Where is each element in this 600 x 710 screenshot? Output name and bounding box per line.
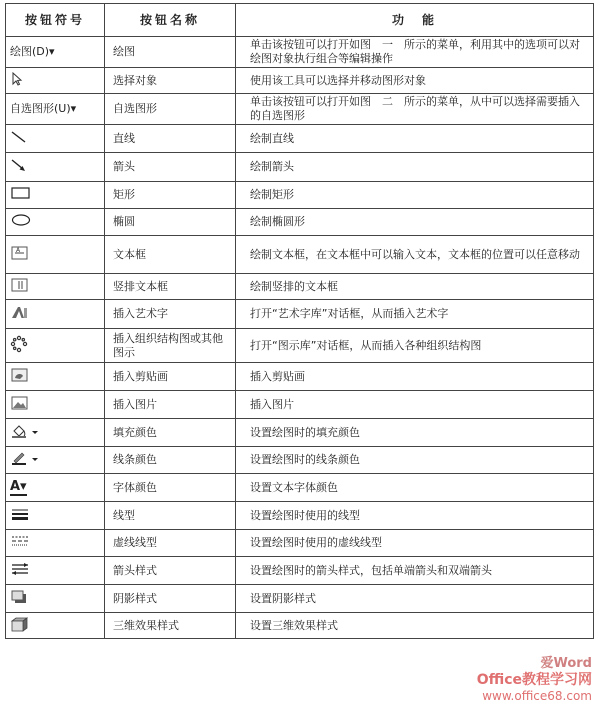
function-cell: 打开“艺术字库”对话框，从而插入艺术字 <box>236 300 594 329</box>
symbol-text: 绘图(D)▾ <box>10 45 55 58</box>
button-name-cell: 线条颜色 <box>105 447 236 474</box>
function-cell: 设置文本字体颜色 <box>236 474 594 502</box>
symbol-cell <box>6 182 105 209</box>
symbol-cell <box>6 300 105 329</box>
textbox-icon[interactable] <box>10 245 30 261</box>
button-name-cell: 绘图 <box>105 37 236 68</box>
table-row <box>6 68 594 94</box>
autoshapes-menu-icon[interactable] <box>10 102 76 116</box>
symbol-cell <box>6 474 105 502</box>
rectangle-icon[interactable] <box>10 186 32 200</box>
button-name-cell: 矩形 <box>105 182 236 209</box>
symbol-cell <box>6 125 105 153</box>
svg-text:A: A <box>16 246 21 254</box>
function-cell: 插入图片 <box>236 391 594 419</box>
table-row <box>6 182 594 209</box>
table-row <box>6 447 594 474</box>
function-cell: 设置三维效果样式 <box>236 613 594 639</box>
dash-style-icon[interactable] <box>10 534 30 548</box>
button-name-cell: 插入组织结构图或其他图示 <box>105 329 236 363</box>
symbol-cell <box>6 613 105 639</box>
line-style-icon[interactable] <box>10 507 30 521</box>
symbol-text: A▾ <box>10 478 27 494</box>
table-row <box>6 530 594 557</box>
button-name-cell: 插入艺术字 <box>105 300 236 329</box>
table-row <box>6 125 594 153</box>
symbol-cell <box>6 209 105 236</box>
watermark <box>477 656 592 704</box>
header-symbol: 按钮符号 <box>6 4 105 37</box>
symbol-cell <box>6 363 105 391</box>
function-cell: 设置绘图时使用的虚线线型 <box>236 530 594 557</box>
symbol-cell <box>6 274 105 300</box>
symbol-cell <box>6 585 105 613</box>
button-name-cell: 字体颜色 <box>105 474 236 502</box>
arrow-style-icon[interactable] <box>10 561 30 577</box>
table-row <box>6 363 594 391</box>
symbol-cell <box>6 94 105 125</box>
symbol-cell <box>6 391 105 419</box>
function-cell: 绘制矩形 <box>236 182 594 209</box>
table-row <box>6 585 594 613</box>
button-name-cell: 虚线线型 <box>105 530 236 557</box>
function-cell: 使用该工具可以选择并移动图形对象 <box>236 68 594 94</box>
table-row <box>6 236 594 274</box>
header-name: 按钮名称 <box>105 4 236 37</box>
picture-icon[interactable] <box>10 395 30 411</box>
table-row <box>6 391 594 419</box>
symbol-cell <box>6 153 105 182</box>
function-cell: 绘制箭头 <box>236 153 594 182</box>
function-cell: 绘制竖排的文本框 <box>236 274 594 300</box>
function-cell: 设置绘图时的箭头样式，包括单端箭头和双端箭头 <box>236 557 594 585</box>
symbol-cell <box>6 530 105 557</box>
arrow-icon[interactable] <box>10 158 28 172</box>
watermark-line2: Office教程学习网 <box>476 672 592 688</box>
button-name-cell: 填充颜色 <box>105 419 236 447</box>
button-name-cell: 椭圆 <box>105 209 236 236</box>
button-name-cell: 插入图片 <box>105 391 236 419</box>
symbol-cell <box>6 447 105 474</box>
table-row <box>6 153 594 182</box>
line-color-icon[interactable] <box>10 450 42 466</box>
function-cell: 设置阴影样式 <box>236 585 594 613</box>
3d-style-icon[interactable] <box>10 616 30 632</box>
table-row <box>6 209 594 236</box>
function-cell: 设置绘图时使用的线型 <box>236 502 594 530</box>
table-row <box>6 329 594 363</box>
symbol-cell <box>6 37 105 68</box>
button-name-cell: 插入剪贴画 <box>105 363 236 391</box>
function-cell: 设置绘图时的填充颜色 <box>236 419 594 447</box>
symbol-text: 自选图形(U)▾ <box>10 102 77 115</box>
symbol-cell <box>6 502 105 530</box>
function-cell: 绘制椭圆形 <box>236 209 594 236</box>
header-function: 功 能 <box>236 4 594 37</box>
draw-menu-icon[interactable] <box>10 45 55 59</box>
symbol-cell <box>6 68 105 94</box>
table-row <box>6 419 594 447</box>
button-name-cell: 直线 <box>105 125 236 153</box>
button-name-cell: 选择对象 <box>105 68 236 94</box>
button-name-cell: 箭头样式 <box>105 557 236 585</box>
button-name-cell: 文本框 <box>105 236 236 274</box>
function-cell: 单击该按钮可以打开如图 二 所示的菜单，从中可以选择需要插入的自选图形 <box>236 94 594 125</box>
symbol-cell <box>6 236 105 274</box>
button-name-cell: 自选图形 <box>105 94 236 125</box>
wordart-icon[interactable] <box>10 304 30 320</box>
button-name-cell: 箭头 <box>105 153 236 182</box>
button-name-cell: 竖排文本框 <box>105 274 236 300</box>
table-row <box>6 613 594 639</box>
fill-color-icon[interactable] <box>10 423 42 439</box>
shadow-style-icon[interactable] <box>10 589 30 605</box>
clipart-icon[interactable] <box>10 367 30 383</box>
font-color-icon[interactable] <box>10 480 27 496</box>
table-row <box>6 502 594 530</box>
function-cell: 插入剪贴画 <box>236 363 594 391</box>
select-arrow-icon[interactable] <box>10 72 24 86</box>
symbol-cell <box>6 419 105 447</box>
table-row <box>6 274 594 300</box>
function-cell: 打开“图示库”对话框，从而插入各种组织结构图 <box>236 329 594 363</box>
line-icon[interactable] <box>10 130 28 144</box>
oval-icon[interactable] <box>10 213 32 227</box>
button-name-cell: 阴影样式 <box>105 585 236 613</box>
button-name-cell: 线型 <box>105 502 236 530</box>
table-row <box>6 474 594 502</box>
symbol-cell <box>6 329 105 363</box>
watermark-line1: 爱Word <box>540 656 592 671</box>
function-cell: 单击该按钮可以打开如图 一 所示的菜单，利用其中的选项可以对绘图对象执行组合等编辑操作 <box>236 37 594 68</box>
table-row <box>6 557 594 585</box>
button-table <box>5 3 594 639</box>
table-header-row <box>6 4 594 37</box>
button-name-cell: 三维效果样式 <box>105 613 236 639</box>
vertical-textbox-icon[interactable] <box>10 277 30 293</box>
table-row <box>6 37 594 68</box>
table-row <box>6 94 594 125</box>
function-cell: 绘制直线 <box>236 125 594 153</box>
function-cell: 绘制文本框，在文本框中可以输入文本，文本框的位置可以任意移动 <box>236 236 594 274</box>
diagram-icon[interactable] <box>10 335 28 353</box>
function-cell: 设置绘图时的线条颜色 <box>236 447 594 474</box>
watermark-line3: www.office68.com <box>482 689 592 703</box>
symbol-cell <box>6 557 105 585</box>
table-row <box>6 300 594 329</box>
